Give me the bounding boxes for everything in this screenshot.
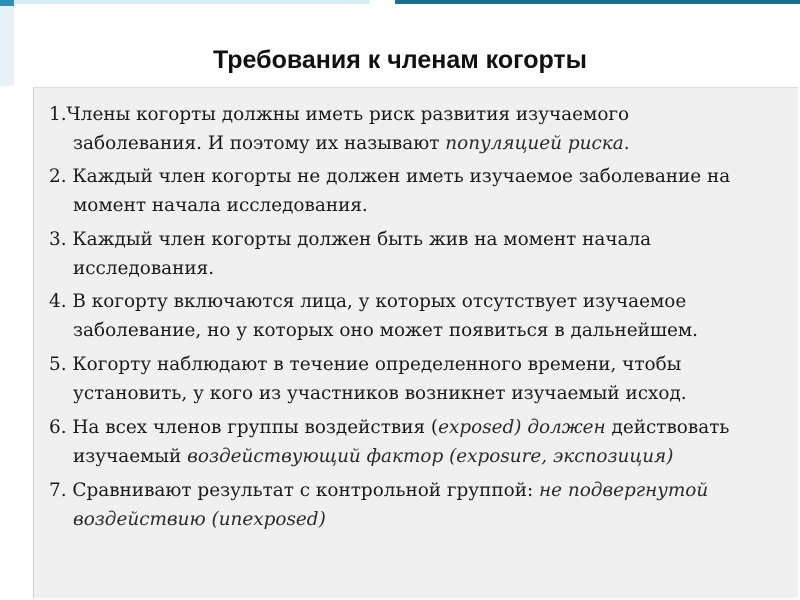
text-segment: 1.Члены когорты должны иметь риск развития изучаемого [49,104,630,125]
top-strip-left [14,0,370,4]
item-line [49,129,789,158]
item-line [49,350,789,379]
item-line [49,162,789,191]
text-segment: заболевание, но у которых оно может появиться в дальнейшем. [73,320,699,341]
item-line [49,413,789,442]
requirement-item-3 [49,225,789,283]
item-line [49,225,789,254]
item-line [49,191,789,220]
text-segment: 3. Каждый член когорты должен быть жив на момент начала [49,229,652,250]
text-segment: заболевания. И поэтому их называют [73,133,446,154]
text-segment: исследования. [73,258,215,279]
text-segment: 7. Сравнивают результат с контрольной группой: [49,480,540,501]
item-line [49,476,789,505]
requirement-item-1 [49,100,789,158]
requirement-item-6 [49,413,789,471]
item-line [49,287,789,316]
text-segment: момент начала исследования. [73,195,368,216]
item-line [49,505,789,534]
highlighted-term: не подвергнутой [539,480,709,501]
highlighted-term: exposed) должен [438,417,606,438]
item-line [49,100,789,129]
slide-title: Требования к членам когорты [212,46,588,74]
item-line [49,254,789,283]
text-segment: действовать [605,417,730,438]
text-segment: 5. Когорту наблюдают в течение определенного времени, чтобы [49,354,682,375]
text-segment: 4. В когорту включаются лица, у которых отсутствует изучаемое [49,291,687,312]
content-box [33,87,798,598]
item-line [49,442,789,471]
requirement-item-5 [49,350,789,408]
text-segment: изучаемый [73,446,188,467]
top-strip-right [395,0,800,4]
highlighted-term: воздействующий фактор (exposure, экспозиция) [187,446,674,467]
item-line [49,379,789,408]
corner-accent [0,0,14,6]
highlighted-term: воздействию (unexposed) [73,509,326,530]
requirement-item-7 [49,476,789,534]
item-line [49,316,789,345]
highlighted-term: популяцией риска. [445,133,630,154]
text-segment: 2. Каждый член когорты не должен иметь изучаемое заболевание на [49,166,731,187]
requirement-item-4 [49,287,789,345]
text-segment: 6. На всех членов группы воздействия ( [49,417,439,438]
requirement-item-2 [49,162,789,220]
text-segment: установить, у кого из участников возникнет изучаемый исход. [73,383,687,404]
